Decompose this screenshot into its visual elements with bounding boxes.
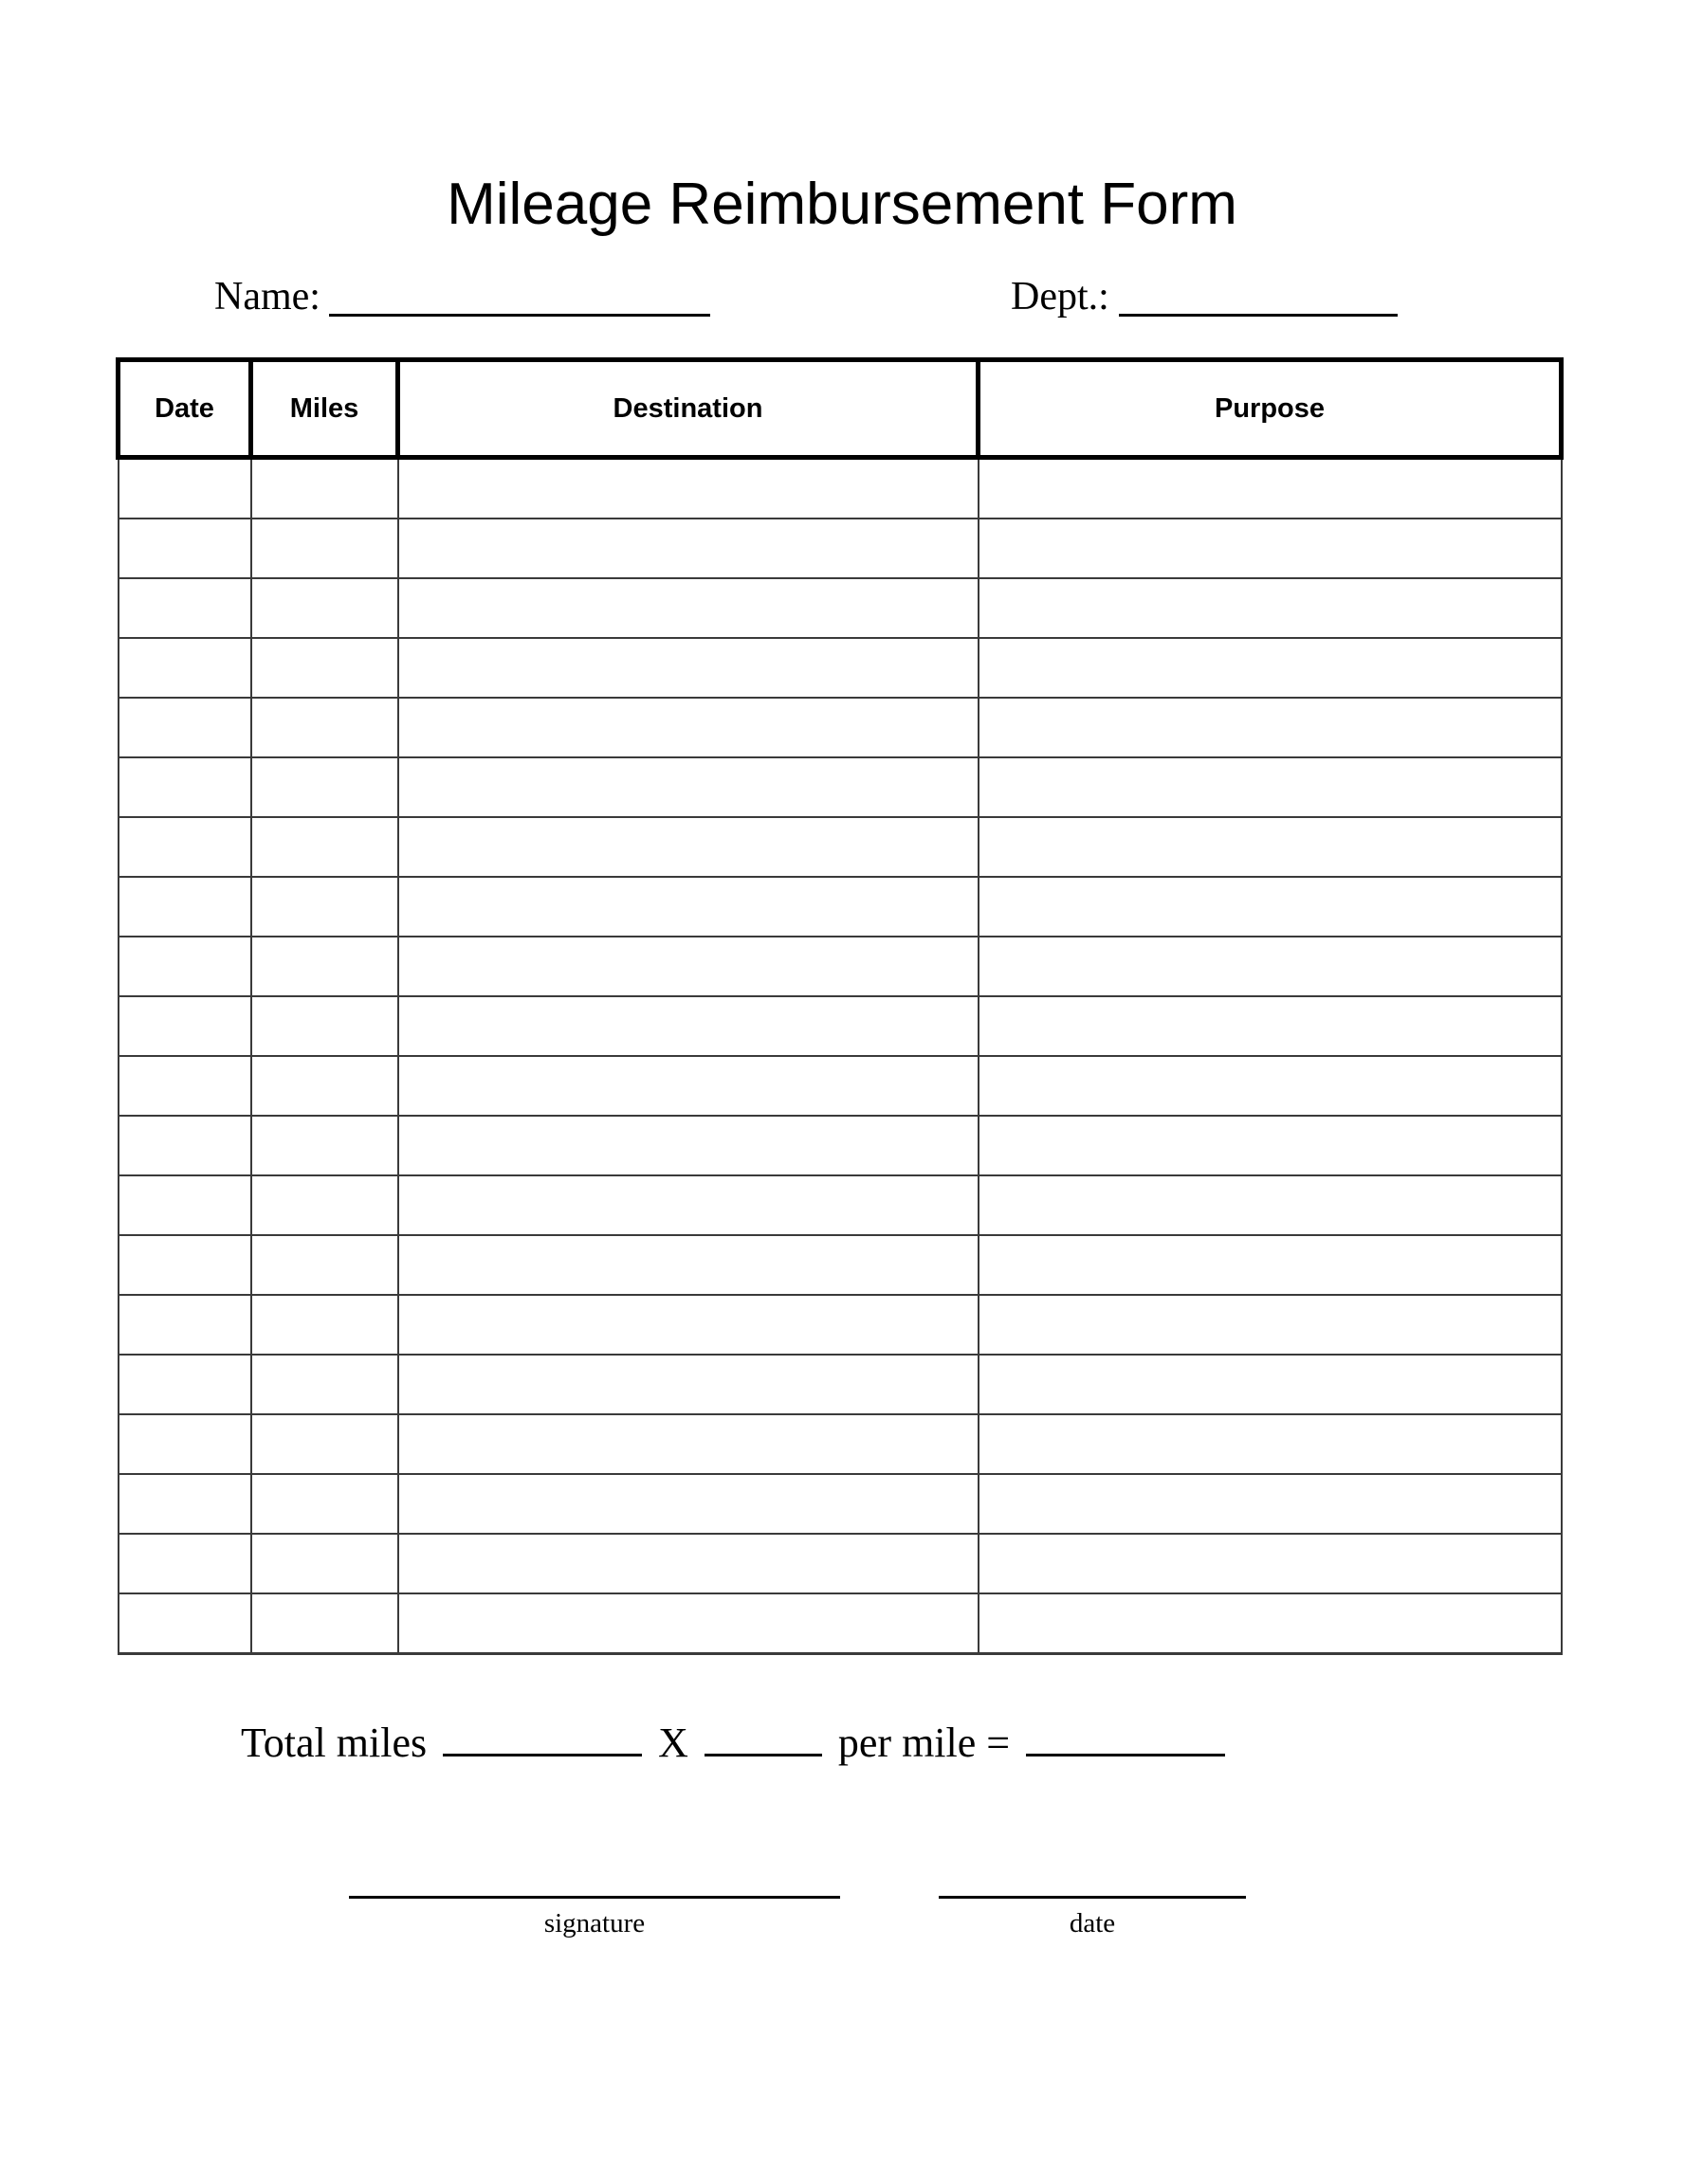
cell-date[interactable]	[119, 638, 251, 698]
cell-purpose[interactable]	[979, 698, 1562, 757]
table-header-row	[119, 360, 1562, 458]
cell-date[interactable]	[119, 996, 251, 1056]
column-header-date: Date	[119, 360, 251, 458]
cell-purpose[interactable]	[979, 817, 1562, 877]
cell-miles[interactable]	[251, 1355, 398, 1414]
cell-miles[interactable]	[251, 1175, 398, 1235]
cell-purpose[interactable]	[979, 877, 1562, 937]
cell-miles[interactable]	[251, 1235, 398, 1295]
cell-miles[interactable]	[251, 1414, 398, 1474]
cell-date[interactable]	[119, 519, 251, 578]
cell-destination[interactable]	[398, 1056, 979, 1116]
cell-miles[interactable]	[251, 996, 398, 1056]
cell-date[interactable]	[119, 1235, 251, 1295]
dept-label: Dept.:	[1011, 275, 1109, 318]
table-row	[119, 519, 1562, 578]
cell-purpose[interactable]	[979, 1593, 1562, 1654]
cell-destination[interactable]	[398, 1593, 979, 1654]
table-row	[119, 1056, 1562, 1116]
table-row	[119, 817, 1562, 877]
table-row	[119, 1534, 1562, 1593]
cell-date[interactable]	[119, 1355, 251, 1414]
cell-miles[interactable]	[251, 1116, 398, 1175]
cell-destination[interactable]	[398, 1414, 979, 1474]
table-row	[119, 757, 1562, 817]
cell-destination[interactable]	[398, 698, 979, 757]
cell-destination[interactable]	[398, 757, 979, 817]
table-row	[119, 1474, 1562, 1534]
cell-miles[interactable]	[251, 1534, 398, 1593]
table-row	[119, 1355, 1562, 1414]
table-row	[119, 1593, 1562, 1654]
cell-miles[interactable]	[251, 757, 398, 817]
cell-purpose[interactable]	[979, 1355, 1562, 1414]
cell-purpose[interactable]	[979, 757, 1562, 817]
cell-destination[interactable]	[398, 1116, 979, 1175]
cell-destination[interactable]	[398, 458, 979, 519]
cell-purpose[interactable]	[979, 1175, 1562, 1235]
cell-date[interactable]	[119, 1295, 251, 1355]
table-row	[119, 1116, 1562, 1175]
cell-purpose[interactable]	[979, 1414, 1562, 1474]
table-row	[119, 1414, 1562, 1474]
cell-date[interactable]	[119, 578, 251, 638]
signature-field[interactable]	[349, 1896, 840, 1899]
cell-destination[interactable]	[398, 937, 979, 996]
cell-date[interactable]	[119, 1474, 251, 1534]
cell-destination[interactable]	[398, 638, 979, 698]
cell-purpose[interactable]	[979, 996, 1562, 1056]
cell-purpose[interactable]	[979, 578, 1562, 638]
cell-miles[interactable]	[251, 638, 398, 698]
cell-date[interactable]	[119, 1593, 251, 1654]
cell-miles[interactable]	[251, 519, 398, 578]
cell-destination[interactable]	[398, 817, 979, 877]
cell-date[interactable]	[119, 757, 251, 817]
rate-field[interactable]	[705, 1754, 822, 1756]
cell-miles[interactable]	[251, 817, 398, 877]
cell-purpose[interactable]	[979, 458, 1562, 519]
cell-destination[interactable]	[398, 578, 979, 638]
cell-purpose[interactable]	[979, 1295, 1562, 1355]
cell-purpose[interactable]	[979, 1056, 1562, 1116]
cell-miles[interactable]	[251, 1474, 398, 1534]
cell-purpose[interactable]	[979, 1474, 1562, 1534]
table-row	[119, 1235, 1562, 1295]
cell-miles[interactable]	[251, 1593, 398, 1654]
signoff-date-field[interactable]	[939, 1896, 1246, 1899]
cell-date[interactable]	[119, 817, 251, 877]
multiply-symbol: X	[658, 1720, 688, 1766]
cell-miles[interactable]	[251, 458, 398, 519]
cell-destination[interactable]	[398, 996, 979, 1056]
cell-purpose[interactable]	[979, 1116, 1562, 1175]
cell-miles[interactable]	[251, 1295, 398, 1355]
cell-date[interactable]	[119, 877, 251, 937]
cell-date[interactable]	[119, 1116, 251, 1175]
cell-destination[interactable]	[398, 1175, 979, 1235]
cell-destination[interactable]	[398, 877, 979, 937]
cell-miles[interactable]	[251, 698, 398, 757]
name-field[interactable]	[329, 314, 710, 317]
column-header-purpose: Purpose	[979, 360, 1562, 458]
name-label: Name:	[214, 275, 320, 318]
cell-destination[interactable]	[398, 1295, 979, 1355]
cell-destination[interactable]	[398, 1235, 979, 1295]
cell-date[interactable]	[119, 698, 251, 757]
table-row	[119, 1175, 1562, 1235]
table-row	[119, 638, 1562, 698]
cell-date[interactable]	[119, 937, 251, 996]
amount-field[interactable]	[1026, 1754, 1225, 1756]
cell-purpose[interactable]	[979, 1534, 1562, 1593]
table-row	[119, 937, 1562, 996]
mileage-log-table	[116, 357, 1564, 1655]
table-body	[119, 458, 1562, 1654]
cell-miles[interactable]	[251, 937, 398, 996]
cell-purpose[interactable]	[979, 937, 1562, 996]
column-header-destination: Destination	[398, 360, 979, 458]
total-miles-field[interactable]	[443, 1754, 642, 1756]
dept-field[interactable]	[1119, 314, 1398, 317]
cell-purpose[interactable]	[979, 519, 1562, 578]
cell-purpose[interactable]	[979, 638, 1562, 698]
table-row	[119, 578, 1562, 638]
column-header-miles: Miles	[251, 360, 398, 458]
cell-miles[interactable]	[251, 1056, 398, 1116]
cell-date[interactable]	[119, 458, 251, 519]
cell-date[interactable]	[119, 1056, 251, 1116]
cell-miles[interactable]	[251, 877, 398, 937]
table-row	[119, 458, 1562, 519]
cell-purpose[interactable]	[979, 1235, 1562, 1295]
signoff-date-label: date	[1069, 1908, 1116, 1938]
form-title: Mileage Reimbursement Form	[447, 172, 1237, 237]
table-row	[119, 1295, 1562, 1355]
cell-destination[interactable]	[398, 1474, 979, 1534]
table-row	[119, 698, 1562, 757]
signature-label: signature	[543, 1908, 646, 1938]
cell-destination[interactable]	[398, 1355, 979, 1414]
cell-date[interactable]	[119, 1175, 251, 1235]
total-miles-label: Total miles	[241, 1720, 428, 1766]
totals-line	[241, 1719, 1231, 1768]
cell-miles[interactable]	[251, 578, 398, 638]
table-row	[119, 877, 1562, 937]
cell-date[interactable]	[119, 1534, 251, 1593]
per-mile-label: per mile =	[837, 1720, 1011, 1766]
table-row	[119, 996, 1562, 1056]
cell-destination[interactable]	[398, 519, 979, 578]
cell-destination[interactable]	[398, 1534, 979, 1593]
cell-date[interactable]	[119, 1414, 251, 1474]
